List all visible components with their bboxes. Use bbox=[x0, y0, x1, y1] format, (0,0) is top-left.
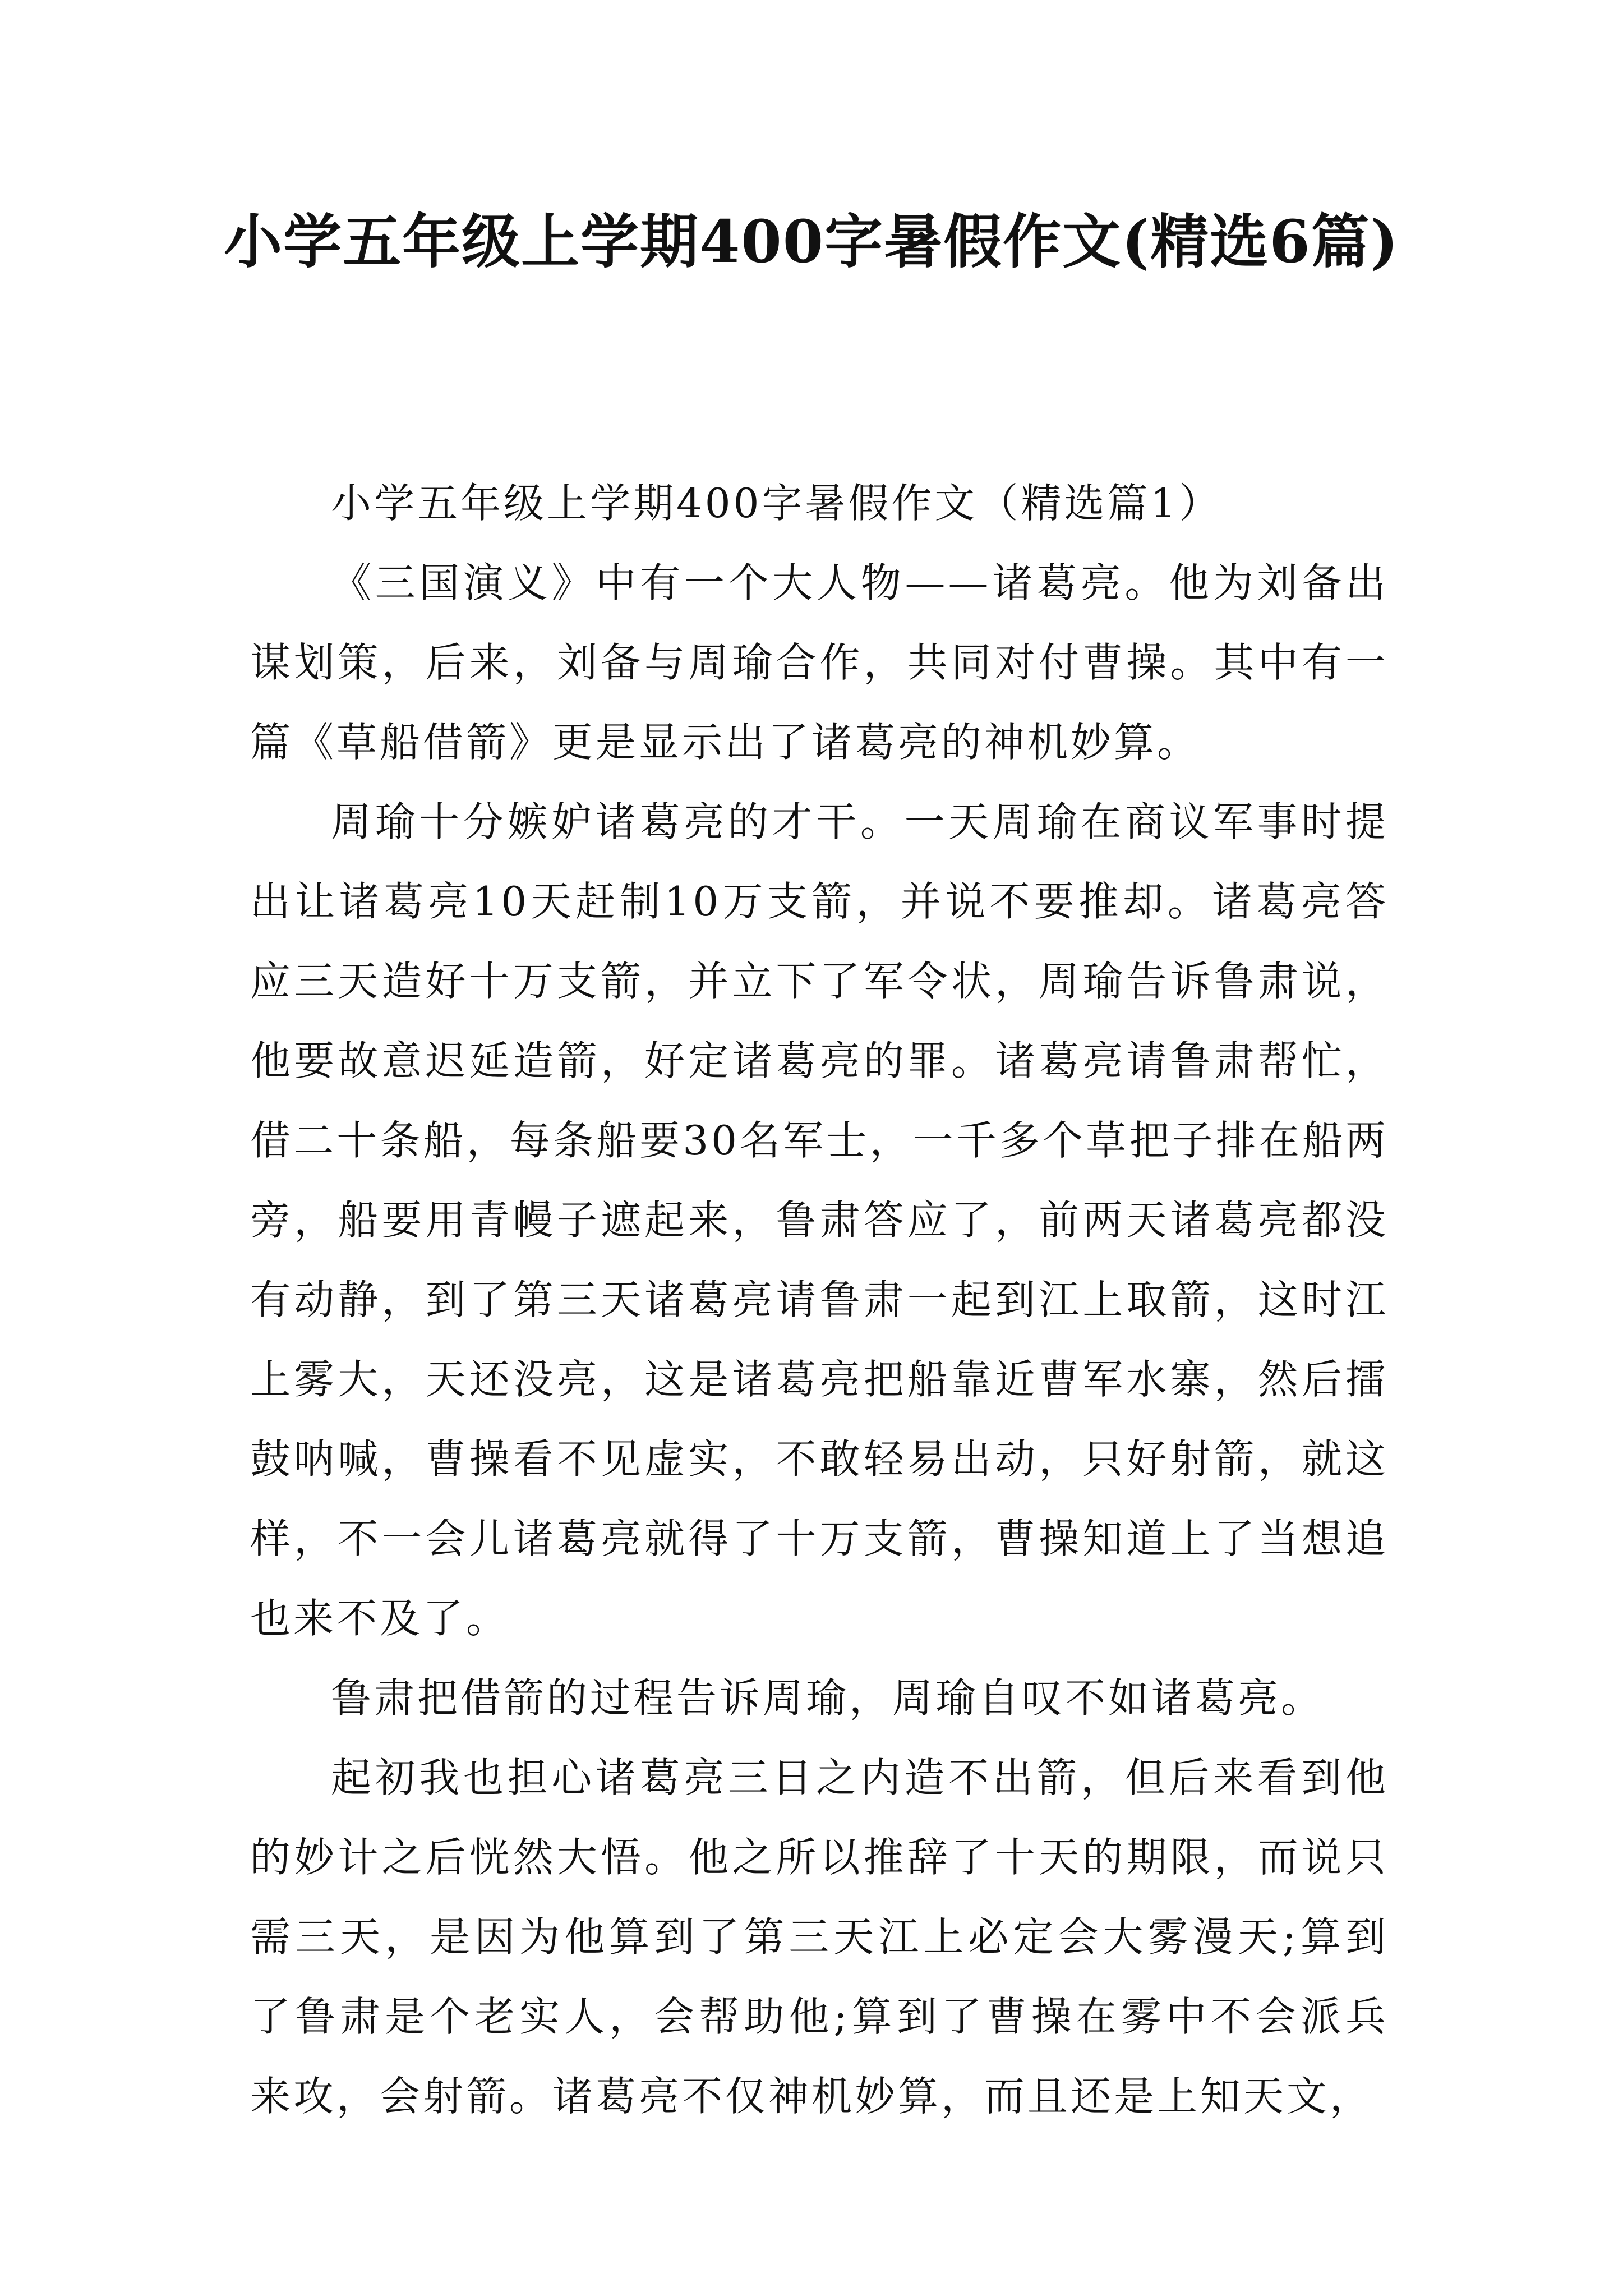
paragraph: 《三国演义》中有一个大人物——诸葛亮。他为刘备出谋划策，后来，刘备与周瑜合作，共同对付曹操。其中有一篇《草船借箭》更是显示出了诸葛亮的神机妙算。 bbox=[250, 559, 1389, 766]
paragraph: 周瑜十分嫉妒诸葛亮的才干。一天周瑜在商议军事时提出让诸葛亮10天赶制10万支箭，并说不要推却。诸葛亮答应三天造好十万支箭，并立下了军令状，周瑜告诉鲁肃说，他要故意迟延造箭，好定诸葛亮的罪。诸葛亮请鲁肃帮忙，借二十条船，每条船要30名军士，一千多个草把子排在船两旁，船要用青幔子遮起来，鲁肃答应了，前两天诸葛亮都没有动静，到了第三天诸葛亮请鲁肃一起到江上取箭，这时江上雾大，天还没亮，这是诸葛亮把船靠近曹军水寨，然后擂鼓呐喊，曹操看不见虚实，不敢轻易出动，只好射箭，就这样，不一会儿诸葛亮就得了十万支箭，曹操知道上了当想追也来不及了。 bbox=[250, 798, 1389, 1642]
paragraph: 起初我也担心诸葛亮三日之内造不出箭，但后来看到他的妙计之后恍然大悟。他之所以推辞了十天的期限，而说只需三天，是因为他算到了第三天江上必定会大雾漫天;算到了鲁肃是个老实人，会帮助他;算到了曹操在雾中不会派兵来攻，会射箭。诸葛亮不仅神机妙算，而且还是上知天文， bbox=[250, 1754, 1389, 2120]
document-body bbox=[250, 463, 1389, 2136]
paragraph: 鲁肃把借箭的过程告诉周瑜，周瑜自叹不如诸葛亮。 bbox=[331, 1674, 1325, 1722]
document-title: 小学五年级上学期400字暑假作文(精选6篇) bbox=[224, 207, 1399, 276]
section-heading: 小学五年级上学期400字暑假作文（精选篇1） bbox=[331, 480, 1223, 527]
